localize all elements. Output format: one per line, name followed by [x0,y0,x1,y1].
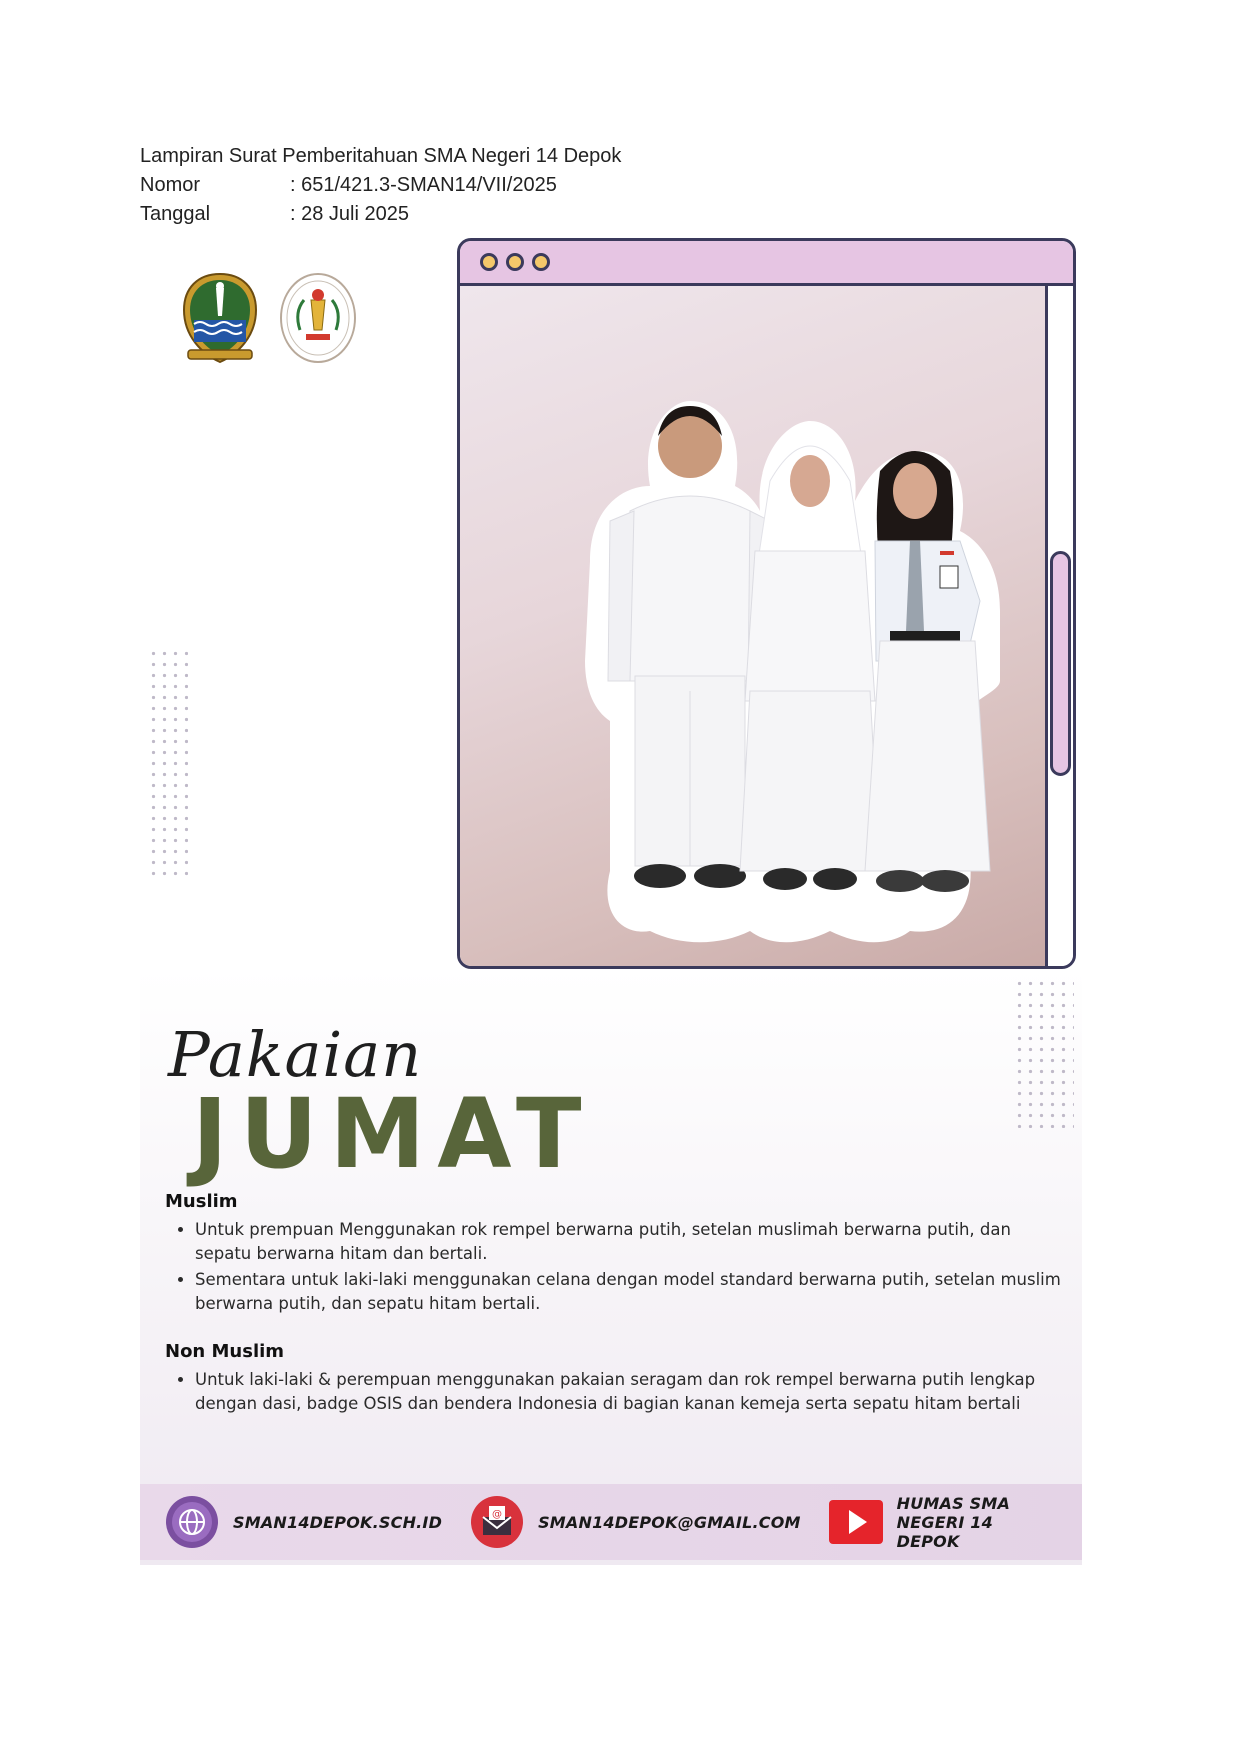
section-heading-non-muslim: Non Muslim [165,1341,285,1362]
globe-icon [165,1495,219,1549]
tanggal-row [140,200,621,229]
tanggal-value: : 28 Juli 2025 [290,203,409,225]
non-muslim-list [165,1368,1065,1416]
script-title: Pakaian [168,1018,423,1091]
window-body [460,286,1048,966]
website-link[interactable] [165,1495,442,1549]
window-dot-icon [532,253,550,271]
nomor-value: : 651/421.3-SMAN14/VII/2025 [290,174,557,196]
decorative-dots-right [1014,978,1074,1128]
section-heading-muslim: Muslim [165,1191,238,1212]
contact-footer [140,1484,1082,1560]
youtube-icon [829,1495,883,1549]
browser-window-frame [457,238,1076,969]
main-title: JUMAT [192,1078,594,1190]
west-java-emblem-icon [180,270,260,366]
email-link[interactable] [470,1495,801,1549]
youtube-link[interactable] [829,1494,1054,1551]
list-item: • Untuk prempuan Menggunakan rok rempel berwarna putih, setelan muslimah berwarna putih, dan sepatu berwarna hitam dan bertali. [195,1218,1065,1266]
scrollbar-track [1048,286,1073,966]
letter-header [140,142,621,229]
window-dot-icon [506,253,524,271]
letter-title: Lampiran Surat Pemberitahuan SMA Negeri 14 Depok [140,145,622,167]
nomor-row [140,171,621,200]
list-item: • Sementara untuk laki-laki menggunakan celana dengan model standard berwarna putih, setelan muslim berwarna putih, dan sepatu hitam bertali. [195,1268,1065,1316]
nomor-label: Nomor [140,174,201,196]
flyer [140,238,1082,1565]
students-uniform-photo [530,391,1030,956]
window-title-bar [460,241,1073,286]
muslim-list [165,1218,1065,1316]
website-text: SMAN14DEPOK.SCH.ID [233,1512,443,1532]
scrollbar-thumb [1050,551,1071,776]
list-item: • Untuk laki-laki & perempuan menggunakan pakaian seragam dan rok rempel berwarna putih lengkap dengan dasi, badge OSIS dan bendera Indonesia di bagian kanan kemeja serta sepatu hitam bertali [195,1368,1065,1416]
school-emblem-icon [278,270,358,366]
tanggal-label: Tanggal [140,203,211,225]
mail-icon [470,1495,524,1549]
decorative-dots-left [148,648,188,878]
email-text: SMAN14DEPOK@GMAIL.COM [538,1512,801,1532]
dress-code-content [165,1190,1065,1440]
window-dot-icon [480,253,498,271]
svg-text:@: @ [492,1509,503,1520]
logos [180,270,358,366]
youtube-text: HUMAS SMA NEGERI 14 DEPOK [896,1493,1011,1551]
